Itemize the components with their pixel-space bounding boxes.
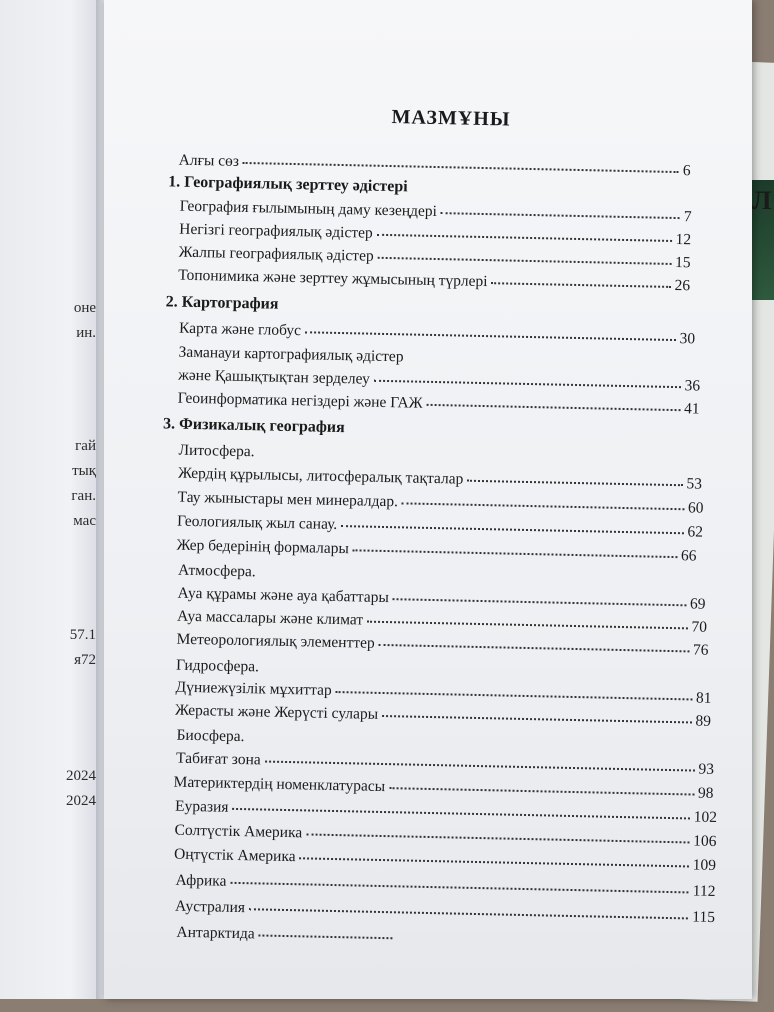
toc-entry [175,898,715,927]
toc-leader-dots [382,714,691,723]
toc-leader-dots [259,933,393,939]
toc-entry-page: 70 [691,618,708,636]
toc-entry-label: Алғы сөз [178,151,240,170]
toc-entry [176,537,696,566]
toc-entry [178,465,702,494]
toc-entry [179,320,695,349]
toc-leader-dots [389,786,694,795]
toc-section-heading: 2. Картография [165,293,279,313]
contents-page [104,0,752,999]
left-page-fragment: 2024 [66,768,96,784]
toc-leader-dots [427,403,681,411]
toc-entry-page: 76 [692,641,709,659]
toc-leader-dots [393,597,686,606]
left-page-fragment: оне [73,300,96,316]
toc-entry-label: Ауа массалары және климат [176,607,364,629]
toc-leader-dots [402,501,684,510]
toc-entry-label: Гидросфера. [175,656,260,676]
toc-entry [174,846,716,875]
toc-leader-dots [336,690,692,700]
toc-leader-dots [232,807,689,820]
toc-entry-label: Негізгі географиялық әдістер [179,220,373,242]
toc-leader-dots [378,256,672,265]
back-page-fragment: Л [752,186,772,215]
toc-entry-label: Антарктида [176,923,255,943]
toc-entry-label: Биосфера. [176,726,245,746]
toc-entry-page: 106 [693,832,717,851]
toc-entry-page: 53 [686,475,703,493]
toc-entry-label: География ғылымының даму кезеңдері [179,197,438,221]
toc-entry-page: 102 [693,808,718,827]
toc-entry-page: 30 [679,330,696,348]
toc-entry-label: Тау жыныстары мен минералдар. [177,488,399,511]
toc-entry-page: 41 [683,400,700,418]
toc-leader-dots [265,760,695,772]
toc-leader-dots [305,330,676,341]
toc-entry-label: Жерасты және Жерүсті сулары [174,701,379,723]
toc-entry-label: Жалпы географиялық әдістер [178,243,374,265]
toc-leader-dots [379,643,689,652]
left-page-fragment: 57.1 [69,627,96,643]
toc-entry-page: 93 [698,760,715,778]
toc-entry-label: Солтүстік Америка [174,821,303,842]
toc-entry-label: Еуразия [174,797,229,816]
left-page-fragment: я72 [74,652,96,668]
toc-entry-label: Ауа құрамы және ауа қабаттары [177,584,390,607]
toc-entry-label: Жер бедерінің формалары [176,536,350,558]
toc-leader-dots [341,524,683,534]
left-page-fragment: тық [72,463,96,479]
toc-entry-page: 81 [695,689,712,707]
toc-entry-page: 36 [684,377,701,395]
toc-section-heading: 3. Физикалық география [162,415,345,437]
toc-entry-label: Геологиялық жыл санау. [176,512,338,533]
left-page-fragment: ин. [76,325,96,341]
toc-entry-page: 66 [680,547,697,565]
toc-entry-label: Дүниежүзілік мұхиттар [175,678,332,699]
left-page [0,0,100,999]
toc-entry-label: Материктердің номенклатурасы [173,773,386,796]
toc-entry-label: Атмосфера. [177,561,256,581]
toc-section-heading: 1. Географиялық зерттеу әдістері [168,173,408,196]
left-page-fragment: гай [75,438,96,454]
toc-entry-page: 26 [674,277,691,295]
toc-entry-page: 62 [687,523,704,541]
toc-entry-page: 115 [692,908,716,926]
table-of-contents [83,0,752,1012]
toc-entry-label: Геоинформатика негіздері және ГАЖ [177,389,423,412]
toc-entry-label: Табиғат зона [175,749,261,769]
toc-leader-dots [306,832,689,843]
toc-leader-dots [243,161,679,173]
toc-entry-label: Оңтүстік Америка [173,845,296,866]
toc-entry-label: Литосфера. [178,441,255,461]
toc-leader-dots [300,856,689,867]
left-page-fragment: мас [73,513,96,529]
toc-leader-dots [230,881,688,894]
toc-entry [178,267,690,296]
left-page-fragment: 2024 [66,793,96,809]
page-title: МАЗМҰНЫ [391,106,511,131]
toc-leader-dots [441,211,680,219]
toc-entry [177,513,703,542]
toc-entry-page: 109 [692,856,717,875]
toc-leader-dots [374,379,681,388]
toc-entry-page: 15 [674,254,691,272]
toc-leader-dots [377,233,672,242]
toc-entry-label: Топонимика және зерттеу жұмысының түрлері [178,266,488,291]
toc-entry [177,489,703,518]
toc-entry-page: 89 [695,712,712,730]
toc-entry-label: Аустралия [174,897,246,917]
toc-entry-page: 60 [687,499,704,517]
left-page-fragment: ган. [71,488,96,504]
toc-leader-dots [367,620,687,630]
toc-entry-page: 12 [675,231,692,249]
toc-entry-label: Метеорологиялық элементтер [176,630,375,652]
toc-leader-dots [467,479,682,487]
toc-entry-label: Карта және глобус [178,319,302,340]
toc-entry-page: 69 [689,595,706,613]
toc-entry-label: Африка [175,871,227,890]
toc-entry-label: Заманауи картографиялық әдістер [178,343,404,366]
toc-entry-label: Жердің құрылысы, литосфералық тақталар [177,464,464,488]
toc-entry-page: 98 [697,784,714,802]
toc-leader-dots [249,907,688,919]
toc-entry-page: 7 [683,208,692,226]
toc-leader-dots [491,281,670,288]
toc-entry [175,872,715,901]
toc-entry-label: және Қашықтықтан зерделеу [177,366,371,388]
toc-leader-dots [353,548,677,558]
toc-entry [176,924,396,947]
toc-entry-page: 112 [692,882,716,900]
toc-entry [177,390,699,419]
toc-entry-page: 6 [682,162,691,180]
